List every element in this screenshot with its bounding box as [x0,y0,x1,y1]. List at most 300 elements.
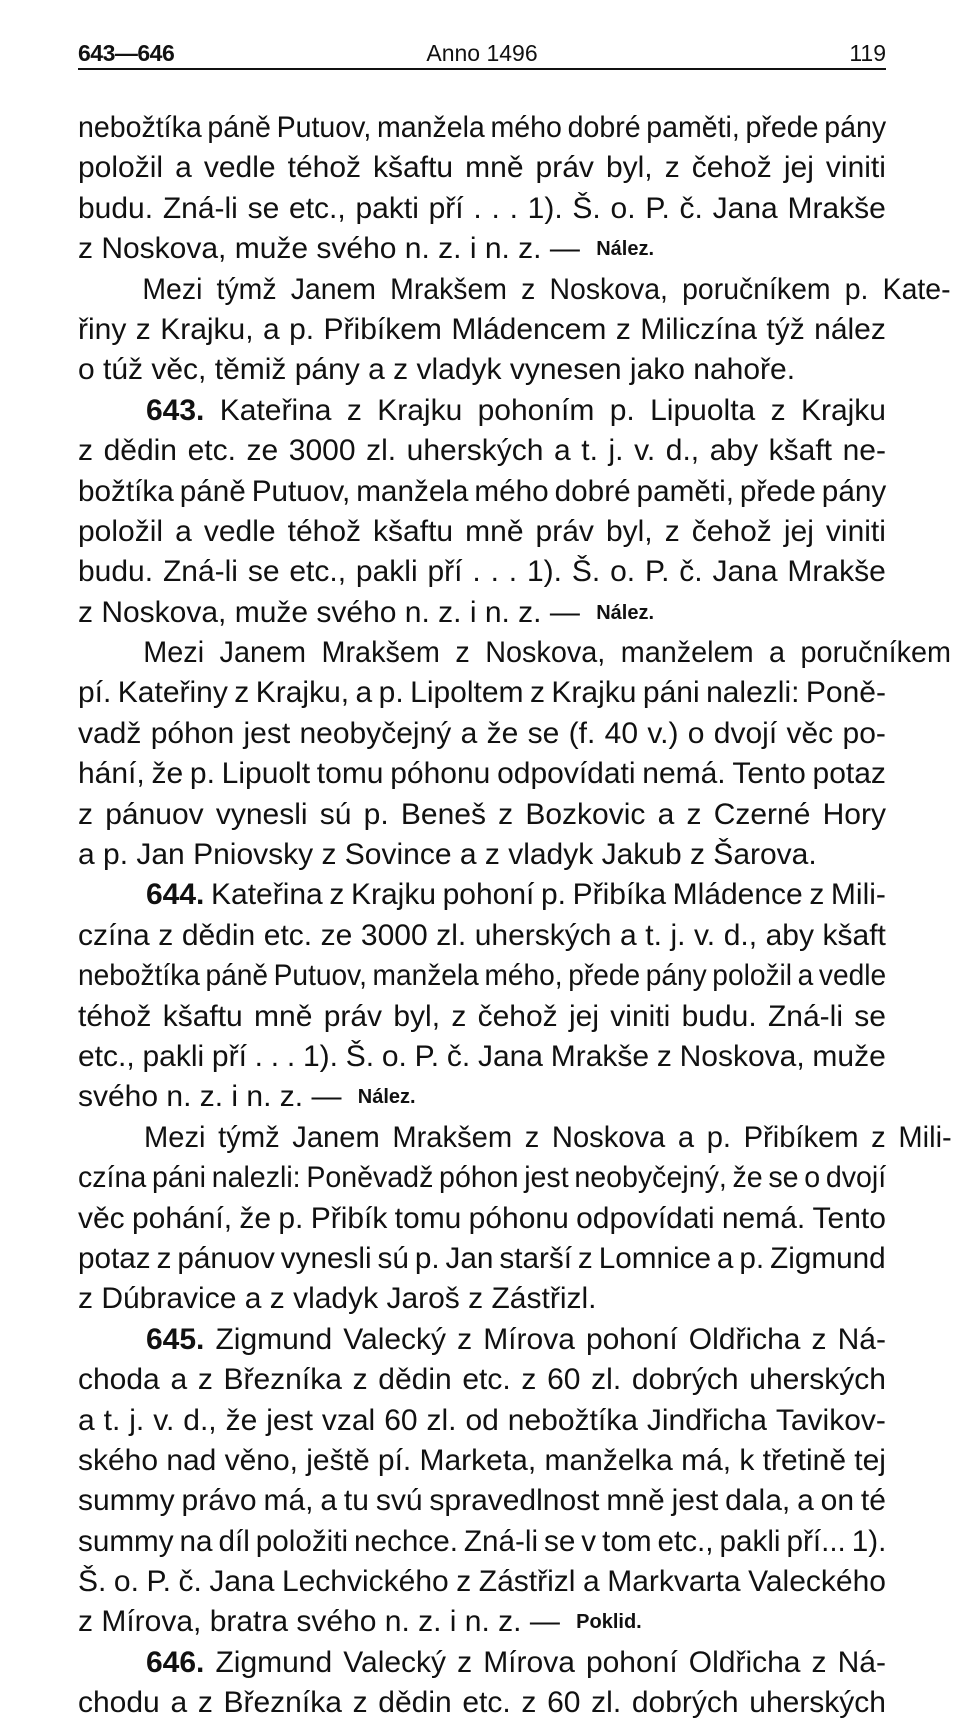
word: Janem [290,272,376,306]
word: Kateřiny [117,676,228,710]
word: . [286,1039,296,1073]
text-line [78,1643,886,1683]
word: pakli [719,1524,781,1558]
word: dobré [554,474,631,508]
word: z [457,1322,473,1356]
word: Krajku [350,878,437,912]
word: poručníkem [682,272,831,306]
word: Valecký [343,1322,447,1356]
word: nalezli: [706,676,800,710]
word: hání, [78,757,145,791]
word: etc., [289,191,346,225]
word: vedle [203,514,276,548]
word: Jan [445,1241,494,1275]
word: týmž [216,272,277,306]
word: p. [289,312,315,346]
word: p. [278,1201,304,1235]
word: Beneš [400,797,486,831]
word: Březníka [223,1686,342,1720]
word: z [352,1363,368,1397]
word: kšaftu [373,151,454,185]
word: Mírova [483,1322,575,1356]
text-line [78,1522,886,1562]
word: z [811,1322,827,1356]
word: mně [606,1484,665,1518]
word: kšaftu [373,514,454,548]
word: se [854,999,886,1033]
word: Marketa, [419,1443,537,1477]
word: Janem [219,636,306,670]
word: P. [644,555,670,589]
running-header [78,32,886,70]
word: č. [679,555,703,589]
word: má, [681,1443,732,1477]
word: dvojí [825,1161,887,1195]
word: Mrakšem [392,1120,513,1154]
word: Poněvadž [306,1161,434,1195]
text-line [78,673,886,713]
word: Ná- [837,1322,886,1356]
word: pány [645,959,707,993]
word: že [239,1201,272,1235]
word: a [553,434,571,468]
word: t. [581,434,598,468]
word: Noskova, [679,1039,805,1073]
text-line [78,512,886,552]
word: zl. [426,1403,457,1437]
word: pohoní [442,878,535,912]
word: práv [535,151,594,185]
entry-number: 643. [146,393,205,427]
word: z [521,1363,537,1397]
text-line [78,189,886,229]
word: o. [381,1039,407,1073]
word: . [270,1039,280,1073]
word: dědin [378,1686,452,1720]
word: mého [474,474,549,508]
word: p. [844,272,869,306]
word: pánuov [177,1241,275,1275]
word: p. [363,797,389,831]
word: téhož [78,999,152,1033]
word: z [529,676,545,710]
word: aby [709,434,759,468]
word: z [809,878,825,912]
word: Mezi [143,636,205,670]
line-text: z Noskova, muže svého n. z. i n. z. — [78,232,589,266]
text-line [78,1239,886,1279]
word: sú [319,797,352,831]
word: dědin [378,1363,452,1397]
word: d., [665,434,700,468]
word: byl, [605,151,653,185]
word: čehož [477,999,558,1033]
word: a [78,1403,95,1437]
text-line [78,310,886,350]
word: Zigmund [215,1645,333,1679]
word: v. [153,1403,175,1437]
text-line [78,593,886,633]
word: řiny [78,312,127,346]
word: z [197,1363,213,1397]
word: viniti [825,514,886,548]
word: uherských [749,1686,886,1720]
word: etc. [263,918,313,952]
word: téhož [287,151,361,185]
word: etc., [657,1524,714,1558]
word: pí. [78,676,112,710]
word: z [686,797,702,831]
word: díl [218,1524,250,1558]
word: uherských [406,434,544,468]
text-line [78,1401,886,1441]
word: 1). [851,1524,887,1558]
word: aby [765,918,814,952]
word: viniti [610,999,671,1033]
word: Krajku [377,393,463,427]
word: summy [78,1484,175,1518]
word: tomu [394,1201,462,1235]
word: Valeckého [748,1565,886,1599]
word: . [490,555,499,589]
word: dědin [181,918,256,952]
entry-number: 645. [146,1322,205,1356]
text-line [78,229,886,269]
word: Jana [712,191,778,225]
word: pří [428,191,464,225]
word: Zná-li [767,999,843,1033]
word: Ná- [837,1645,886,1679]
word: pohoní [585,1322,678,1356]
word: . [472,555,481,589]
word: Jana [712,555,778,589]
word: z [770,393,786,427]
word: Jindřicha [646,1403,767,1437]
word: Mili- [830,878,886,912]
word: j. [670,918,686,952]
word: d., [723,918,758,952]
text-line [78,552,886,592]
word: . [509,191,518,225]
word: p. [739,1241,765,1275]
word: jest [671,1484,719,1518]
word: z [234,676,250,710]
word: pakti [355,191,419,225]
word: p. [706,1120,731,1154]
word: z [615,312,631,346]
text-line [78,997,886,1037]
word: vynesli [215,797,308,831]
word: a [582,1565,600,1599]
word: a [797,1484,814,1518]
text-line [78,714,886,754]
word: č. [178,1565,202,1599]
word: položil [78,514,164,548]
word: Noskova, [485,636,606,670]
word: Zigmund [215,1322,333,1356]
word: kšaft [768,434,833,468]
word: z [664,151,680,185]
text-line [78,431,886,471]
word: pakli [142,1039,205,1073]
word: vynesli [280,1241,372,1275]
word: potaz [812,757,886,791]
word: 1). [302,1039,338,1073]
word: ze [246,434,279,468]
word: (f. [568,716,596,750]
word: ne- [842,434,886,468]
word: třetině [762,1443,847,1477]
word: nalezli: [211,1161,301,1195]
text-line [78,148,886,188]
word: poručníkem [800,636,952,670]
word: uherských [749,1363,886,1397]
word: páni [151,1161,206,1195]
word: Lipuolt [221,757,311,791]
word: Poně- [805,676,886,710]
word: z [656,1039,672,1073]
word: póhon [439,1161,519,1195]
word: svú [375,1484,423,1518]
word: . [508,555,518,589]
word: Kateřina [211,878,323,912]
word: že [486,716,519,750]
word: Mládencem [451,312,607,346]
text-line [78,1158,886,1198]
word: věc [786,716,834,750]
word: on [820,1484,855,1518]
word: a [175,514,192,548]
text-line [78,1199,886,1239]
word: pohání, [131,1201,233,1235]
word: položiti [255,1524,349,1558]
word: že [225,1403,258,1437]
word: manželem [620,636,754,670]
word: dala, [725,1484,791,1518]
word: vedle [818,959,887,993]
word: Bozkovic [525,797,646,831]
word: zl. [591,1363,622,1397]
word: se [544,1524,576,1558]
word: zl. [436,918,467,952]
word: Jana [209,1565,275,1599]
word: odpovídati [497,757,636,791]
word: Zná-li [463,1524,539,1558]
word: Přibíkem [323,312,442,346]
word: mého, [484,959,563,993]
word: z [811,1645,827,1679]
word: přede [568,959,641,993]
word: j. [608,434,624,468]
word: 1). [526,555,562,589]
word: . [473,191,482,225]
word: z [78,434,93,468]
word: kšaftu [162,999,243,1033]
word: d., [183,1403,217,1437]
entry-range: 643—646 [78,40,175,66]
word: položil [712,959,793,993]
word: Krajku, [255,676,350,710]
word: . [491,191,500,225]
word: pánuov [105,797,204,831]
word: ještě [306,1443,370,1477]
word: Š. [345,1039,375,1073]
word: 60 [547,1363,581,1397]
word: se [768,1161,799,1195]
word: o [687,716,705,750]
word: Miliczína [640,312,757,346]
word: kšaft [822,918,886,952]
word: choda [78,1363,160,1397]
word: manželka [544,1443,673,1477]
word: čehož [691,514,772,548]
word: po- [842,716,886,750]
word: věno, [224,1443,299,1477]
text-line [78,1441,886,1481]
word: jest [243,716,291,750]
word: tej [854,1443,886,1477]
word: t. [103,1403,121,1437]
word: jest [524,1161,569,1195]
word: pohoním [477,393,595,427]
text-line [78,633,951,673]
word: Putuov, [251,474,351,508]
word: Noskova [551,1120,666,1154]
word: P. [146,1565,171,1599]
word: z [664,514,680,548]
word: Přibíka [572,878,667,912]
word: budu. [78,191,154,225]
text-line [78,1118,952,1158]
word: pány [821,474,887,508]
word: Lipuolta [650,393,756,427]
word: potaz [78,1241,151,1275]
word: neobyčejný [299,716,452,750]
word: z [498,797,514,831]
word: a [320,1484,338,1518]
text-line [78,350,886,390]
word: sú [377,1241,409,1275]
word: póhonu [390,757,491,791]
word: z [156,1241,172,1275]
word: byl, [393,999,441,1033]
word: Krajku, [160,312,254,346]
word: Oldřicha [688,1645,801,1679]
word: pří [427,555,463,589]
word: vedle [203,151,276,185]
text-line [78,956,886,996]
word: nemá. [721,1201,806,1235]
word: č. [679,191,703,225]
ruling-label: Nález. [357,1086,416,1109]
text-line [78,916,886,956]
word: pány [824,111,887,144]
word: z [521,272,536,306]
word: a [175,151,192,185]
text-line [78,391,886,431]
word: ze [320,918,353,952]
word: czína [78,1161,147,1195]
word: Jana [477,1039,543,1073]
word: pí. [377,1443,412,1477]
word: Krajku [800,393,886,427]
word: v [581,1524,597,1558]
word: manžela [356,474,469,508]
word: Š. [78,1565,107,1599]
word: dvojí [713,716,778,750]
word: t. [645,918,662,952]
word: nebožtíka [78,111,202,144]
word: páni [642,676,700,710]
line-text: z Dúbravice a z vladyk Jaroš z Zástřizl. [78,1282,597,1316]
word: Lechvického [281,1565,449,1599]
word: Valecký [343,1645,447,1679]
word: z [577,1241,593,1275]
word: a [716,1241,734,1275]
word: Kateřina [219,393,332,427]
word: z [346,393,362,427]
text-line [78,1320,886,1360]
word: muže [812,1039,886,1073]
text-line [78,1562,886,1602]
word: z [456,1565,472,1599]
word: nemá. [642,757,726,791]
word: pakli [355,555,418,589]
entry-number: 646. [146,1645,205,1679]
word: mně [254,999,313,1033]
word: přede [745,111,819,144]
word: p. [541,878,567,912]
text-line [78,754,886,794]
word: zl. [366,434,397,468]
line-text: o túž věc, těmiž pány a z vladyk vynesen jako nahoře. [78,353,796,387]
word: té [860,1484,886,1518]
word: 60 [547,1686,581,1720]
text-line [78,1481,886,1521]
word: viniti [825,151,886,185]
word: a [797,959,814,993]
text-line [78,835,886,875]
word: z [871,1120,886,1154]
word: právo [181,1484,257,1518]
word: se [527,716,560,750]
word: o. [610,555,636,589]
word: tom [602,1524,652,1558]
word: etc. [462,1686,511,1720]
word: z [197,1686,213,1720]
word: Mezi [142,272,203,306]
word: a [460,716,478,750]
word: pří [211,1039,247,1073]
text-line [78,1360,886,1400]
word: z [451,999,467,1033]
word: Markvarta [607,1565,741,1599]
word: Mrakšem [390,272,507,306]
body-text [78,108,952,1724]
word: póhonu [468,1201,569,1235]
word: 60 [384,1403,418,1437]
word: práv [535,514,594,548]
word: Š. [572,191,601,225]
word: Putuov, [276,111,372,144]
word: položil [78,151,164,185]
word: p. [609,393,635,427]
word: z [457,1645,473,1679]
word: budu. [681,999,757,1033]
word: etc. [462,1363,511,1397]
word: nebožtíka [507,1403,638,1437]
word: etc. [187,434,236,468]
